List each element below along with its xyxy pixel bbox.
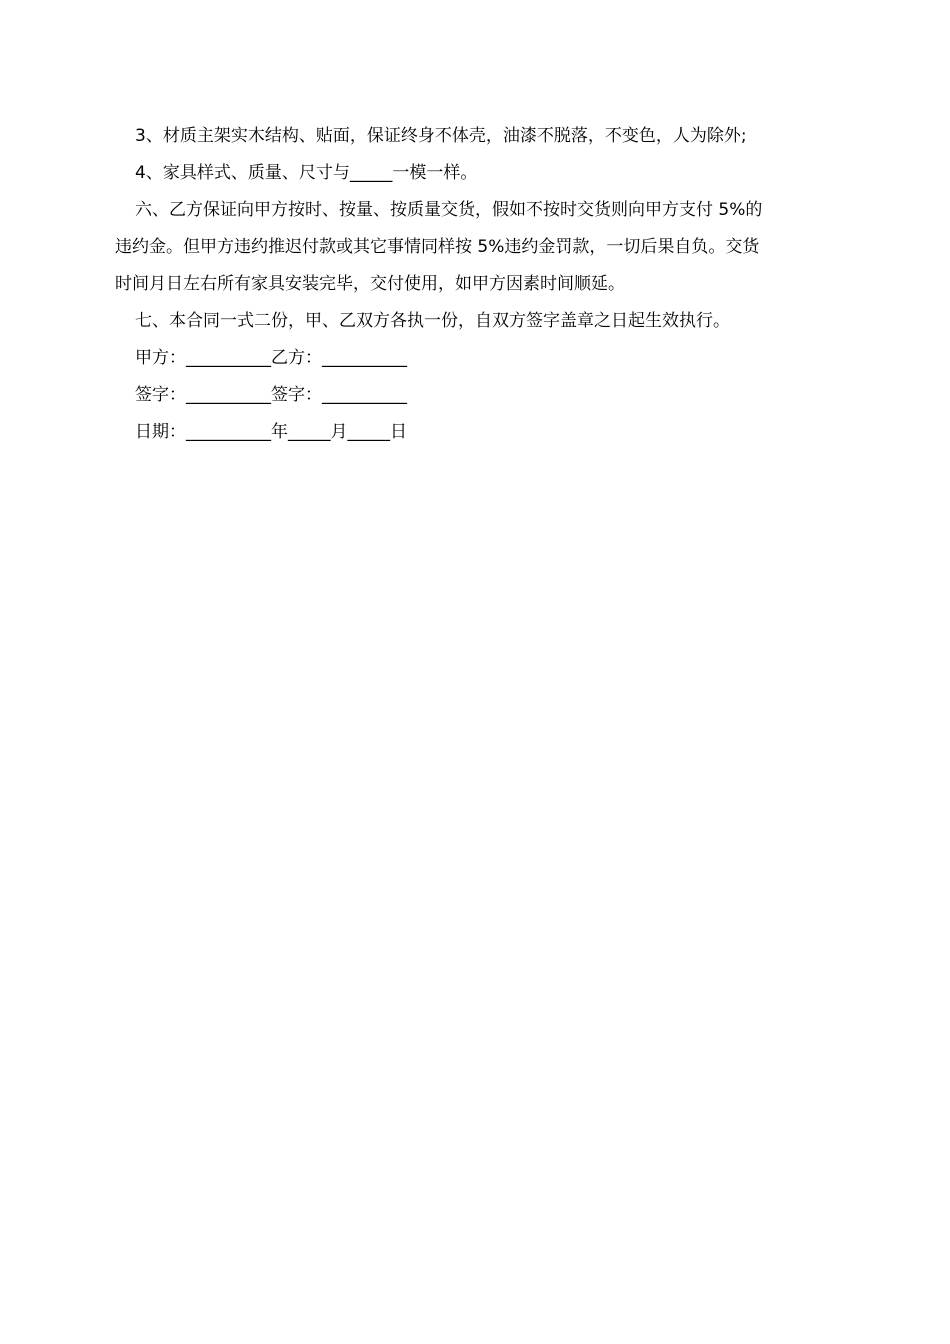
date-line bbox=[115, 414, 835, 451]
clause-seven-copies bbox=[115, 303, 835, 340]
text-line: 3、材质主架实木结构、贴面，保证终身不体壳，油漆不脱落，不变色，人为除外; bbox=[135, 126, 747, 146]
clause-six-delivery bbox=[115, 192, 835, 303]
text-line: 违约金。但甲方违约推迟付款或其它事情同样按 5%违约金罚款，一切后果自负。交货 bbox=[115, 237, 760, 257]
text-line: 签字：__________签字：__________ bbox=[135, 385, 407, 405]
clause-3-material bbox=[115, 118, 835, 155]
party-line bbox=[115, 340, 835, 377]
text-line: 时间月日左右所有家具安装完毕，交付使用，如甲方因素时间顺延。 bbox=[115, 274, 625, 294]
text-line: 六、乙方保证向甲方按时、按量、按质量交货，假如不按时交货则向甲方支付 5%的 bbox=[135, 200, 763, 220]
signature-line bbox=[115, 377, 835, 414]
text-line: 4、家具样式、质量、尺寸与_____一模一样。 bbox=[135, 163, 478, 183]
clause-4-style bbox=[115, 155, 835, 192]
document-body bbox=[115, 118, 835, 451]
text-line: 七、本合同一式二份，甲、乙双方各执一份，自双方签字盖章之日起生效执行。 bbox=[135, 311, 730, 331]
text-line: 日期：__________年_____月_____日 bbox=[135, 422, 407, 442]
text-line: 甲方：__________乙方：__________ bbox=[135, 348, 407, 368]
